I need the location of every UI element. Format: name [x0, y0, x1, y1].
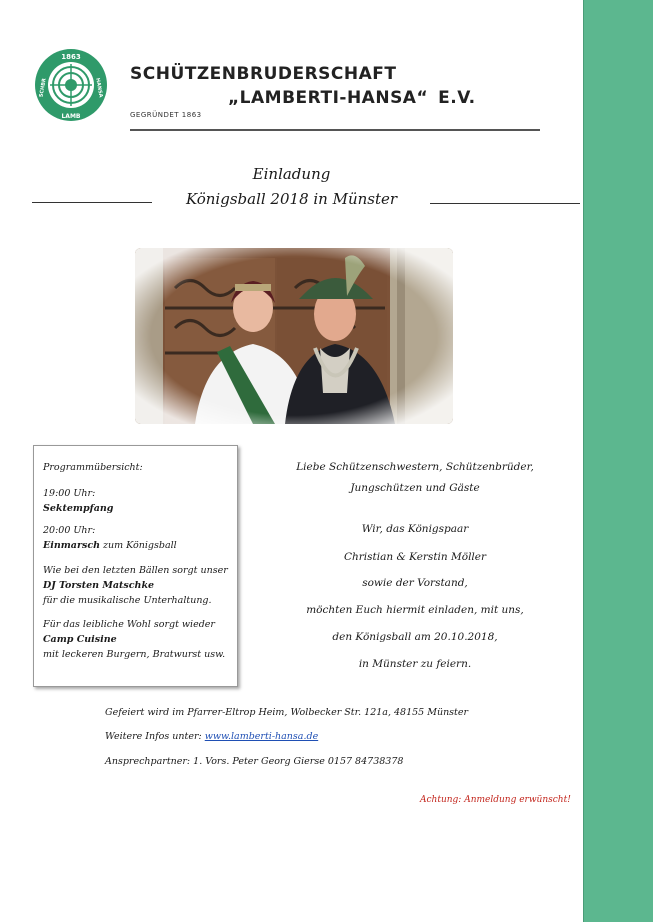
header-divider [130, 129, 540, 131]
programme-food-rest: mit leckeren Burgern, Bratwurst usw. [43, 649, 226, 660]
info-contact: Ansprechpartner: 1. Vors. Peter Georg Gierse 0157 84738378 [105, 756, 404, 767]
title-line1: Einladung [252, 165, 331, 183]
org-sub-name: „LAMBERTI-HANSA“ [228, 88, 429, 108]
logo-left-text: SCHBR [38, 77, 48, 98]
programme-time2: 20:00 Uhr: [43, 525, 96, 536]
org-subtitle [228, 88, 476, 108]
invite-line3: sowie der Vorstand, [362, 577, 468, 589]
info-more-label: Weitere Infos unter: [105, 731, 205, 742]
invite-greeting1: Liebe Schützenschwestern, Schützenbrüder, [296, 461, 534, 473]
programme-food-name-label: Camp Cuisine [43, 634, 117, 645]
invite-line1: Wir, das Königspaar [361, 523, 469, 535]
programme-dj-name [43, 578, 154, 593]
programme-event2 [43, 538, 177, 553]
logo-bottom-text: LAMB [61, 113, 81, 120]
invite-greeting2: Jungschützen und Gäste [350, 482, 480, 494]
invite-line4: möchten Euch hiermit einladen, mit uns, [306, 604, 524, 616]
website-link[interactable]: www.lamberti-hansa.de [204, 731, 319, 742]
programme-event2-rest: zum Königsball [100, 540, 177, 551]
programme-dj-intro: Wie bei den letzten Bällen sorgt unser [43, 565, 228, 576]
target-logo-icon [34, 48, 108, 122]
founded-text: GEGRÜNDET 1863 [130, 111, 202, 119]
logo-right-text: HANSA [94, 77, 104, 99]
info-more [105, 731, 318, 742]
programme-food-name [43, 632, 117, 647]
org-ev: E.V. [438, 88, 476, 108]
invite-line5: den Königsball am 20.10.2018, [332, 631, 498, 643]
info-location: Gefeiert wird im Pfarrer-Eltrop Heim, Wolbecker Str. 121a, 48155 Münster [105, 707, 469, 718]
logo-year: 1863 [61, 53, 81, 61]
title-rule-right [430, 203, 580, 204]
programme-heading: Programmübersicht: [43, 462, 143, 473]
programme-time1: 19:00 Uhr: [43, 488, 96, 499]
invite-line6: in Münster zu feiern. [358, 658, 472, 670]
title-line2: Königsball 2018 in Münster [185, 190, 398, 208]
org-name: SCHÜTZENBRUDERSCHAFT [130, 64, 397, 84]
programme-event2-bold: Einmarsch [43, 540, 101, 551]
couple-photo [135, 248, 453, 424]
green-sidebar [583, 0, 653, 922]
programme-food-intro: Für das leibliche Wohl sorgt wieder [43, 619, 215, 630]
invite-line2: Christian & Kerstin Möller [343, 551, 487, 563]
programme-box [33, 445, 238, 687]
programme-event1-label: Sektempfang [43, 503, 114, 514]
programme-dj-name-label: DJ Torsten Matschke [43, 580, 155, 591]
programme-event1 [43, 501, 113, 516]
registration-note: Achtung: Anmeldung erwünscht! [420, 795, 571, 805]
programme-dj-rest: für die musikalische Unterhaltung. [43, 595, 212, 606]
